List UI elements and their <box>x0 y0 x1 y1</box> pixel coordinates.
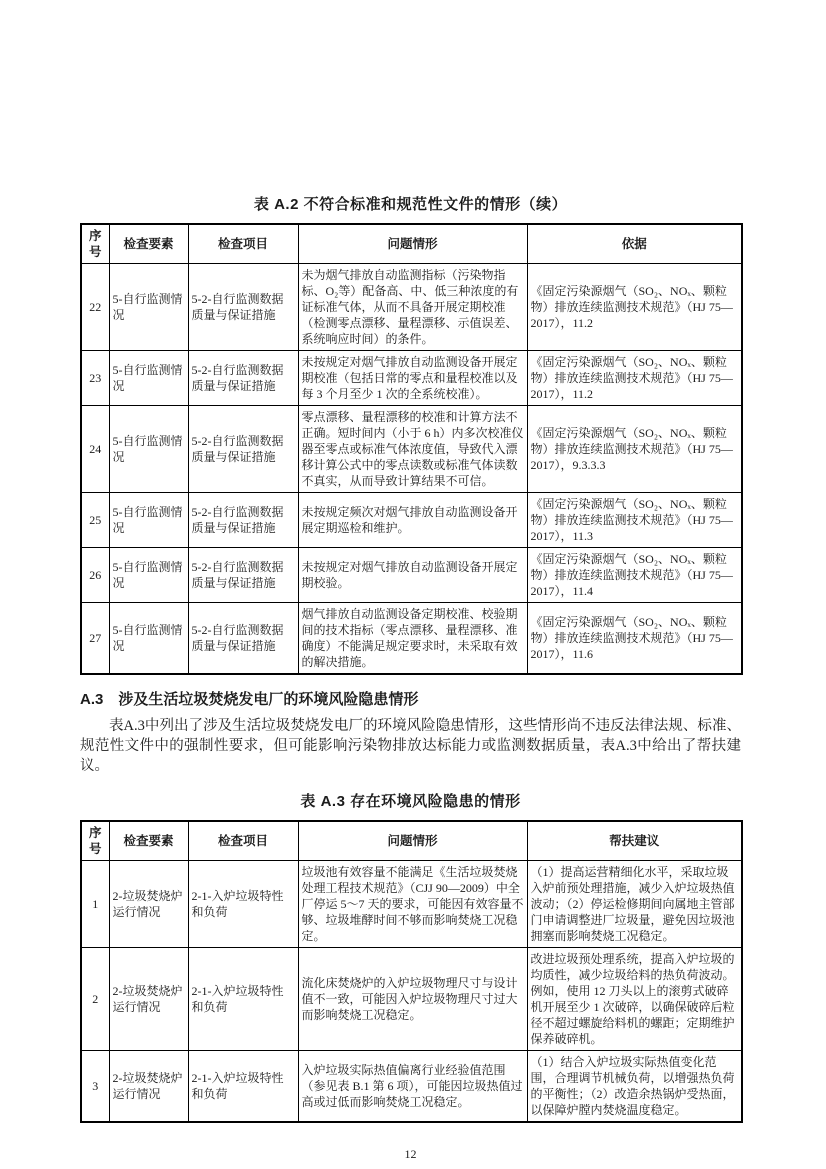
column-header: 帮扶建议 <box>527 821 742 861</box>
column-header: 问题情形 <box>298 224 527 264</box>
cell: 流化床焚烧炉的入炉垃圾物理尺寸与设计值不一致，可能因入炉垃圾物理尺寸过大而影响焚烧工况稳定。 <box>298 948 527 1051</box>
cell: 5-自行监测情况 <box>109 548 188 603</box>
cell: 《固定污染源烟气（SO₂、NOₓ、颗粒物）排放连续监测技术规范》（HJ 75—2017），11.2 <box>527 264 742 351</box>
section-a3-paragraph: 表A.3中列出了涉及生活垃圾焚烧发电厂的环境风险隐患情形，这些情形尚不违反法律法规、标准、规范性文件中的强制性要求，但可能影响污染物排放达标能力或监测数据质量，表A.3中给出了帮扶建议。 <box>80 718 741 774</box>
header-row <box>81 821 742 861</box>
cell: 《固定污染源烟气（SO₂、NOₓ、颗粒物）排放连续监测技术规范》（HJ 75—2017），11.6 <box>527 603 742 675</box>
table-row <box>81 493 742 548</box>
cell-index: 27 <box>81 603 109 675</box>
cell-index: 22 <box>81 264 109 351</box>
cell: 5-自行监测情况 <box>109 351 188 406</box>
cell: 5-自行监测情况 <box>109 603 188 675</box>
cell: 5-自行监测情况 <box>109 264 188 351</box>
section-a3-heading: A.3 涉及生活垃圾焚烧发电厂的环境风险隐患情形 <box>80 691 419 708</box>
cell: 未为烟气排放自动监测指标（污染物指标、O₂等）配备高、中、低三种浓度的有证标准气体，从而不具备开展定期校准（检测零点漂移、量程漂移、示值误差、系统响应时间）的条件。 <box>298 264 527 351</box>
cell: 5-自行监测情况 <box>109 406 188 493</box>
cell: 零点漂移、量程漂移的校准和计算方法不正确。短时间内（小于 6 h）内多次校准仪器至零点或标准气体浓度值，导致代入漂移计算公式中的零点读数或标准气体读数不真实，从而导致计算结果不可信。 <box>298 406 527 493</box>
column-header: 问题情形 <box>298 821 527 861</box>
column-header: 依据 <box>527 224 742 264</box>
cell: 入炉垃圾实际热值偏离行业经验值范围（参见表 B.1 第 6 项），可能因垃圾热值过高或过低而影响焚烧工况稳定。 <box>298 1051 527 1123</box>
cell-index: 25 <box>81 493 109 548</box>
cell: 5-自行监测情况 <box>109 493 188 548</box>
cell: 《固定污染源烟气（SO₂、NOₓ、颗粒物）排放连续监测技术规范》（HJ 75—2017），11.4 <box>527 548 742 603</box>
cell: 2-垃圾焚烧炉运行情况 <box>109 948 188 1051</box>
table-row <box>81 406 742 493</box>
cell-index: 26 <box>81 548 109 603</box>
page-number: 12 <box>404 1147 417 1161</box>
document-content <box>80 0 741 1162</box>
table-a2-title: 表 A.2 不符合标准和规范性文件的情形（续） <box>253 196 568 213</box>
column-header: 检查要素 <box>109 821 188 861</box>
cell: 改进垃圾预处理系统，提高入炉垃圾的均质性，减少垃圾给料的热负荷波动。例如，使用 12 刀头以上的滚剪式破碎机开展至少 1 次破碎，以确保破碎后粒径不超过螺旋给料机的螺距；定期维护保养破碎机。 <box>527 948 742 1051</box>
cell: 2-1-入炉垃圾特性和负荷 <box>188 948 298 1051</box>
column-header: 检查项目 <box>188 821 298 861</box>
cell: 5-2-自行监测数据质量与保证措施 <box>188 603 298 675</box>
table-row <box>81 351 742 406</box>
header-row <box>81 224 742 264</box>
table-row <box>81 948 742 1051</box>
cell: 5-2-自行监测数据质量与保证措施 <box>188 264 298 351</box>
cell: 2-1-入炉垃圾特性和负荷 <box>188 861 298 948</box>
cell: （1）提高运营精细化水平，采取垃圾入炉前预处理措施，减少入炉垃圾热值波动；（2）停运检修期间向属地主管部门申请调整进厂垃圾量，避免因垃圾池拥塞而影响焚烧工况稳定。 <box>527 861 742 948</box>
cell-index: 23 <box>81 351 109 406</box>
cell: 《固定污染源烟气（SO₂、NOₓ、颗粒物）排放连续监测技术规范》（HJ 75—2017），11.2 <box>527 351 742 406</box>
column-header: 检查要素 <box>109 224 188 264</box>
table-row <box>81 603 742 675</box>
column-header: 序号 <box>81 224 109 264</box>
column-header: 检查项目 <box>188 224 298 264</box>
cell-index: 3 <box>81 1051 109 1123</box>
cell: 垃圾池有效容量不能满足《生活垃圾焚烧处理工程技术规范》（CJJ 90—2009）中全厂停运 5～7 天的要求，可能因有效容量不够、垃圾堆酵时间不够而影响焚烧工况稳定。 <box>298 861 527 948</box>
table-row <box>81 861 742 948</box>
cell: 《固定污染源烟气（SO₂、NOₓ、颗粒物）排放连续监测技术规范》（HJ 75—2017），11.3 <box>527 493 742 548</box>
table-row <box>81 548 742 603</box>
cell-index: 24 <box>81 406 109 493</box>
cell-index: 1 <box>81 861 109 948</box>
cell: 未按规定对烟气排放自动监测设备开展定期校验。 <box>298 548 527 603</box>
cell-index: 2 <box>81 948 109 1051</box>
cell: 2-1-入炉垃圾特性和负荷 <box>188 1051 298 1123</box>
table-a3-title: 表 A.3 存在环境风险隐患的情形 <box>300 793 521 810</box>
cell: 5-2-自行监测数据质量与保证措施 <box>188 493 298 548</box>
table-a3 <box>80 820 743 1123</box>
cell: （1）结合入炉垃圾实际热值变化范围，合理调节机械负荷，以增强热负荷的平衡性；（2）改造余热锅炉受热面，以保障炉膛内焚烧温度稳定。 <box>527 1051 742 1123</box>
cell: 5-2-自行监测数据质量与保证措施 <box>188 351 298 406</box>
table-row <box>81 264 742 351</box>
cell: 5-2-自行监测数据质量与保证措施 <box>188 548 298 603</box>
cell: 2-垃圾焚烧炉运行情况 <box>109 1051 188 1123</box>
table-a2 <box>80 223 743 675</box>
cell: 未按规定频次对烟气排放自动监测设备开展定期巡检和维护。 <box>298 493 527 548</box>
cell: 未按规定对烟气排放自动监测设备开展定期校准（包括日常的零点和量程校准以及每 3 个月至少 1 次的全系统校准）。 <box>298 351 527 406</box>
cell: 2-垃圾焚烧炉运行情况 <box>109 861 188 948</box>
column-header: 序号 <box>81 821 109 861</box>
table-row <box>81 1051 742 1123</box>
cell: 5-2-自行监测数据质量与保证措施 <box>188 406 298 493</box>
cell: 烟气排放自动监测设备定期校准、校验期间的技术指标（零点漂移、量程漂移、准确度）不能满足规定要求时，未采取有效的解决措施。 <box>298 603 527 675</box>
cell: 《固定污染源烟气（SO₂、NOₓ、颗粒物）排放连续监测技术规范》（HJ 75—2017），9.3.3.3 <box>527 406 742 493</box>
